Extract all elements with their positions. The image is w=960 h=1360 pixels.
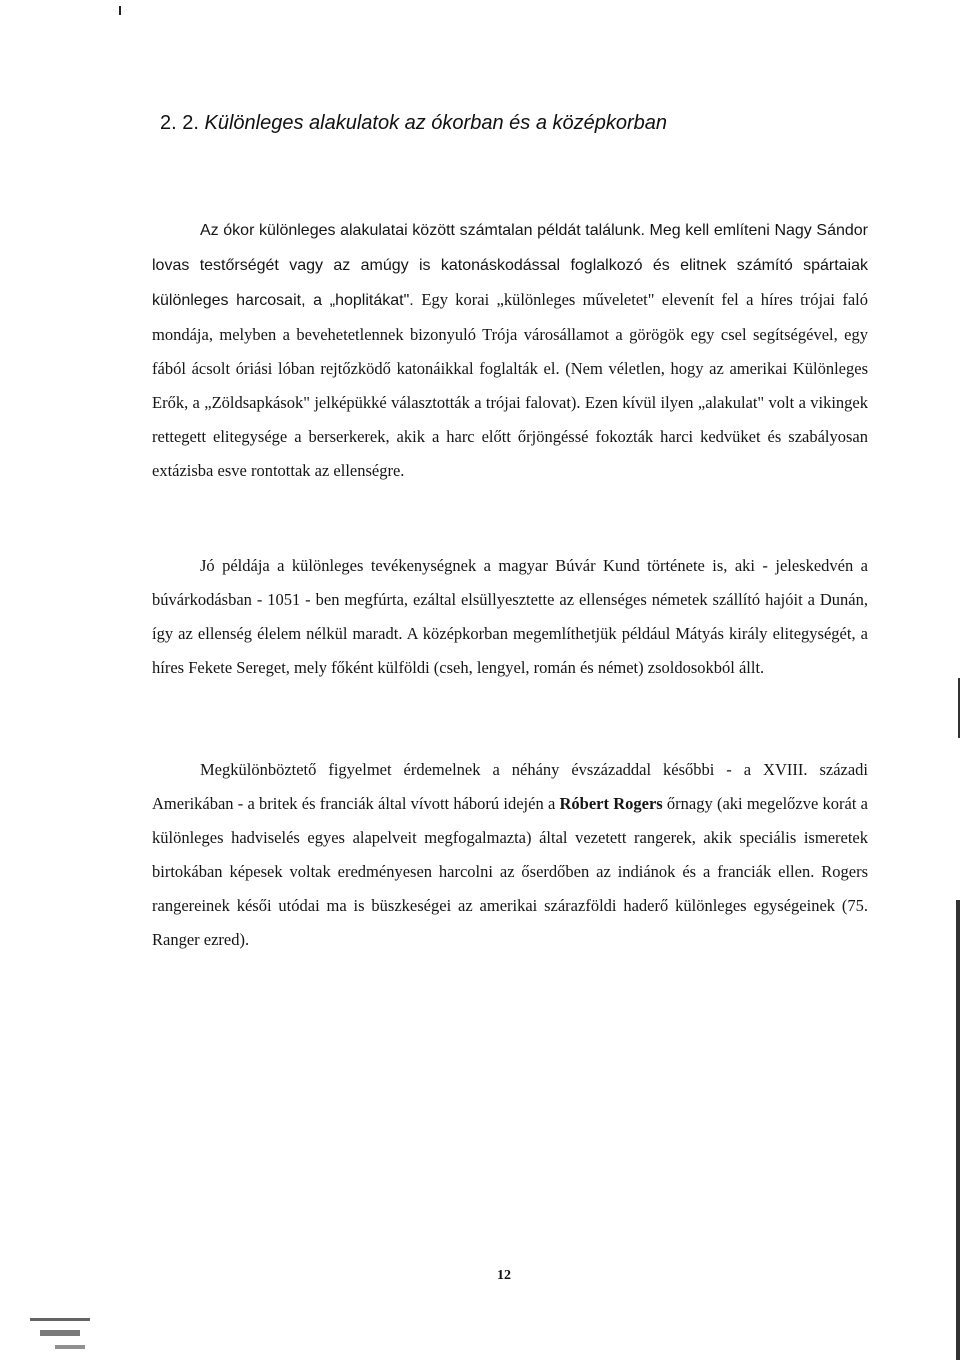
paragraph-medieval-units: [152, 549, 868, 685]
scan-speck: [40, 1330, 80, 1336]
paragraph-rangers: [152, 753, 868, 957]
section-heading: [160, 112, 667, 135]
scan-speck: [55, 1345, 85, 1349]
section-title: Különleges alakulatok az ókorban és a középkorban: [204, 112, 668, 134]
page-number: 12: [497, 1268, 511, 1283]
section-number: 2. 2.: [160, 112, 199, 134]
paragraph-ancient-units: [152, 213, 868, 488]
scan-edge-mark: [956, 900, 960, 1360]
scan-speck: [119, 6, 121, 15]
paragraph-text-before: Megkülönböztető figyelmet érdemelnek a néhány évszázaddal későbbi - a XVIII. századi Amerikában - a britek és franciák által vívott háború idején a: [152, 760, 868, 813]
paragraph-text: Egy korai „különleges műveletet" elevenít fel a híres trójai faló mondája, melyben a bevehetetlennek bizonyuló Trója városállamot a görögök egy csel segítségével, egy fából ácsolt óriási lóban rejtőzködő katonáikkal foglalták el. (Nem véletlen, hogy az amerikai Különleges Erők, a „Zöldsapkások" jelképükké választották a trójai falovat). Ezen kívül ilyen „alakulat" volt a vikingek rettegett elitegysége a berserkerek, akik a harc előtt őrjöngéssé fokozták harci kedvüket és szabályosan extázisba esve rontottak az ellenségre.: [152, 290, 868, 480]
rogers-name: Róbert Rogers: [559, 794, 663, 813]
paragraph-text: Jó példája a különleges tevékenységnek a magyar Búvár Kund története is, aki - jeleskedvén a búvárkodásban - 1051 - ben megfúrta, ezáltal elsüllyesztette az ellenséges németek szállító hajóit a Dunán, így az ellenség élelem nélkül maradt. A középkorban megemlíthetjük például Mátyás király elitegységét, a híres Fekete Sereget, mely főként külföldi (cseh, lengyel, román és német) zsoldosokból állt.: [152, 556, 868, 677]
scan-speck: [30, 1318, 90, 1321]
paragraph-text-sans: Az ókor különleges alakulatai között számtalan példát találunk. Meg kell említeni Nagy Sándor lovas testőrségét vagy az amúgy is katonáskodással foglalkozó és elitnek számító spártaiak különleges harcosait, a „hoplitákat".: [152, 222, 868, 309]
paragraph-text-after: őrnagy (aki megelőzve korát a különleges hadviselés egyes alapelveit megfogalmazta) által vezetett rangerek, akik speciális ismeretek birtokában képesek voltak eredményesen harcolni az őserdőben az indiánok és a franciák ellen. Rogers rangereinek késői utódai ma is büszkeségei az amerikai szárazföldi haderő különleges egységeinek (75. Ranger ezred).: [152, 794, 868, 949]
